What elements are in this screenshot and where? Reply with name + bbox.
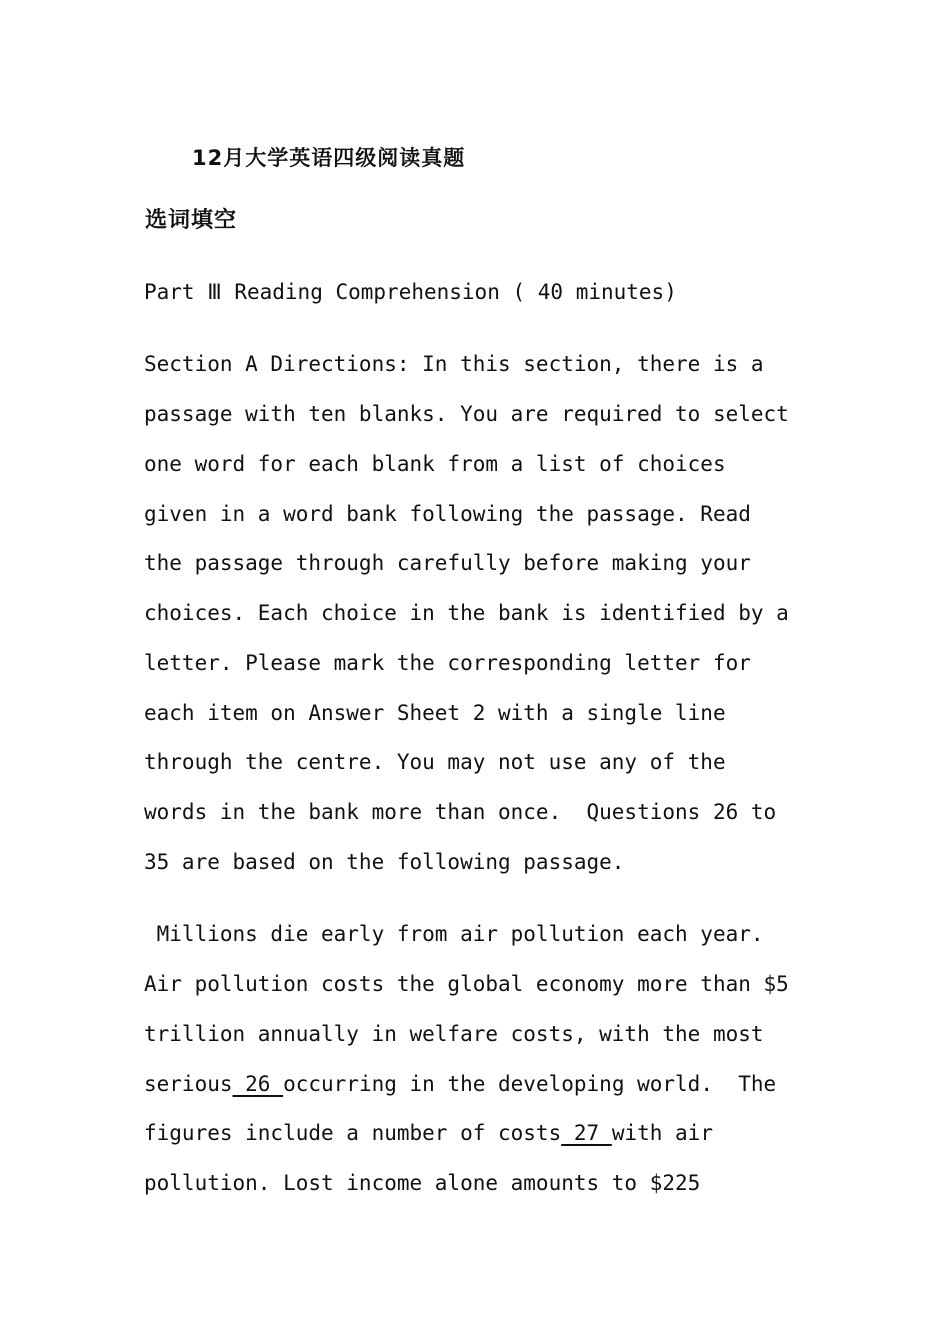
directions-line: letter. Please mark the corresponding letter for bbox=[144, 651, 751, 675]
part-heading: Part Ⅲ Reading Comprehension ( 40 minutes) bbox=[144, 280, 677, 304]
passage-line: Air pollution costs the global economy more than $5 bbox=[144, 972, 789, 996]
directions-line: one word for each blank from a list of choices bbox=[144, 452, 726, 476]
passage-line: pollution. Lost income alone amounts to $225 bbox=[144, 1171, 701, 1195]
directions-line: choices. Each choice in the bank is identified by a bbox=[144, 601, 789, 625]
directions-line: the passage through carefully before making your bbox=[144, 551, 751, 575]
directions-line: each item on Answer Sheet 2 with a single line bbox=[144, 701, 726, 725]
passage-text: serious bbox=[144, 1072, 233, 1096]
directions-line: words in the bank more than once. Questions 26 to bbox=[144, 800, 777, 824]
directions-line: given in a word bank following the passage. Read bbox=[144, 502, 751, 526]
section-type-heading: 选词填空 bbox=[145, 208, 238, 233]
directions-line: Section A Directions: In this section, there is a bbox=[144, 352, 764, 376]
passage-line bbox=[144, 1119, 713, 1147]
directions-line: 35 are based on the following passage. bbox=[144, 850, 625, 874]
directions-line: passage with ten blanks. You are required to select bbox=[144, 402, 789, 426]
passage-line bbox=[144, 1070, 776, 1098]
document-title: 12月大学英语四级阅读真题 bbox=[192, 146, 466, 170]
passage-text: with air bbox=[611, 1121, 713, 1145]
passage-line: Millions die early from air pollution each year. bbox=[144, 922, 764, 946]
directions-line: through the centre. You may not use any of the bbox=[144, 750, 726, 774]
passage-text: figures include a number of costs bbox=[144, 1121, 562, 1145]
passage-line: trillion annually in welfare costs, with the most bbox=[144, 1022, 764, 1046]
passage-text: occurring in the developing world. The bbox=[283, 1072, 777, 1096]
blank-27: 27 bbox=[561, 1121, 612, 1145]
blank-26: 26 bbox=[232, 1072, 284, 1096]
